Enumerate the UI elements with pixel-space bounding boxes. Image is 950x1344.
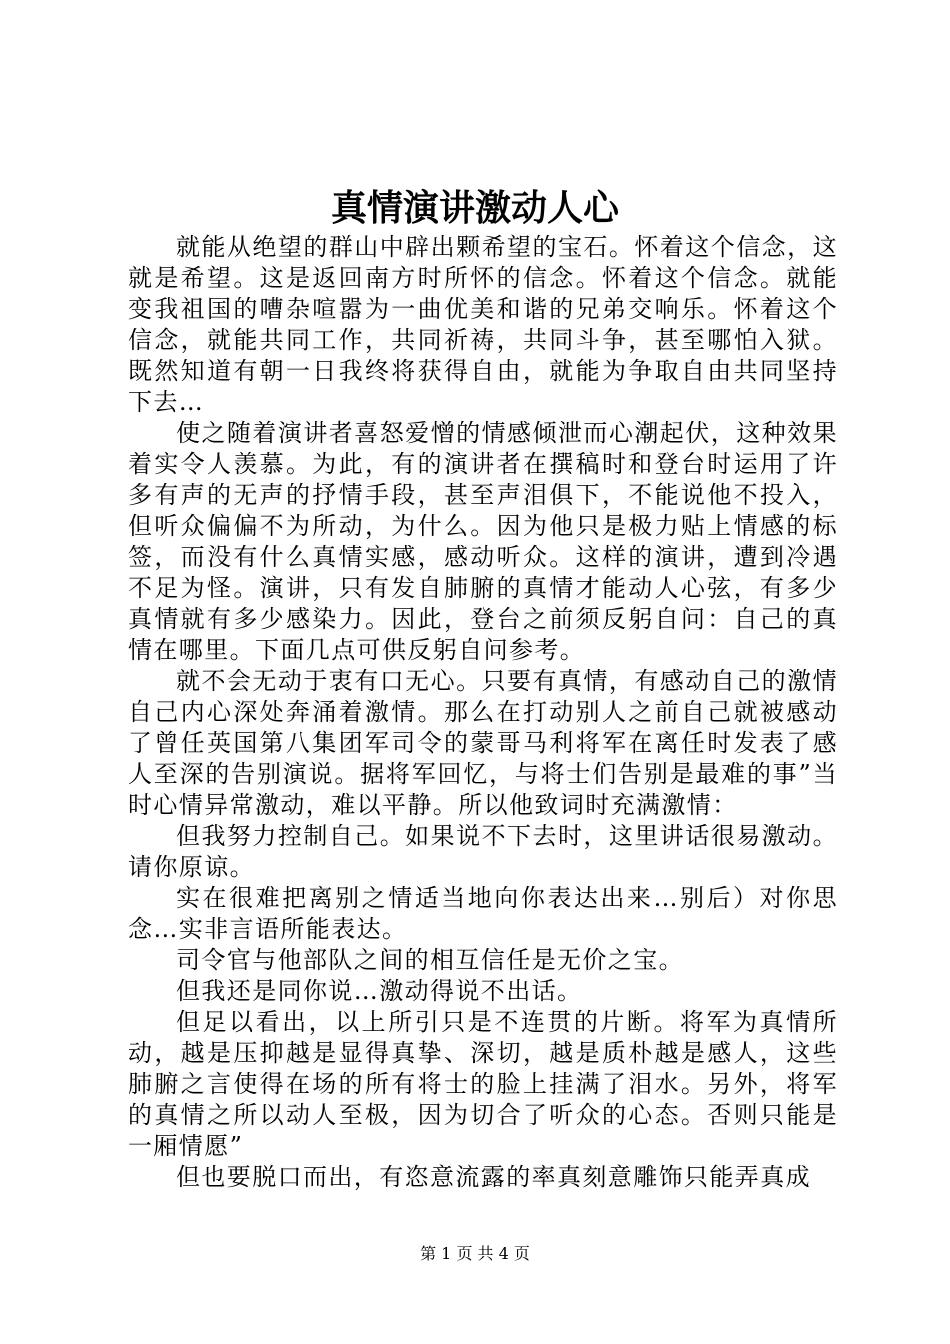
document-title: 真情演讲激动人心 <box>330 187 619 229</box>
paragraph: 实在很难把离别之情适当地向你表达出来…别后）对你思念…实非言语所能表达。 <box>128 884 838 943</box>
paragraph: 使之随着演讲者喜怒爱憎的情感倾泄而心潮起伏，这种效果着实令人羡慕。为此，有的演讲者在撰稿时和登台时运用了许多有声的无声的抒情手段，甚至声泪俱下，不能说他不投入，但听众偏偏不为所动，为什么。因为他只是极力贴上情感的标签，而没有什么真情实感，感动听众。这样的演讲，遭到冷遇不足为怪。演讲，只有发自肺腑的真情才能动人心弦，有多少真情就有多少感染力。因此，登台之前须反躬自问：自己的真情在哪里。下面几点可供反躬自问参考。 <box>128 419 838 664</box>
paragraph: 但我还是同你说…激动得说不出话。 <box>176 977 583 1005</box>
document-body <box>128 232 838 1193</box>
paragraph: 但我努力控制自己。如果说不下去时，这里讲话很易激动。请你原谅。 <box>128 822 838 881</box>
paragraph: 但也要脱口而出，有恣意流露的率真刻意雕饰只能弄真成 <box>176 1163 811 1191</box>
paragraph: 就能从绝望的群山中辟出颗希望的宝石。怀着这个信念，这就是希望。这是返回南方时所怀的信念。怀着这个信念。就能变我祖国的嘈杂喧嚣为一曲优美和谐的兄弟交响乐。怀着这个信念，就能共同工作，共同祈祷，共同斗争，甚至哪怕入狱。既然知道有朝一日我终将获得自由，就能为争取自由共同坚持下去… <box>128 233 838 416</box>
paragraph: 司令官与他部队之间的相互信任是无价之宝。 <box>176 946 684 974</box>
paragraph: 但足以看出，以上所引只是不连贯的片断。将军为真情所动，越是压抑越是显得真挚、深切，越是质朴越是感人，这些肺腑之言使得在场的所有将士的脸上挂满了泪水。另外，将军的真情之所以动人至极，因为切合了听众的心态。否则只能是一厢情愿” <box>128 1008 838 1160</box>
page-footer: 第 1 页 共 4 页 <box>420 1244 530 1263</box>
paragraph: 就不会无动于衷有口无心。只要有真情，有感动自己的激情自己内心深处奔涌着激情。那么在打动别人之前自己就被感动了曾任英国第八集团军司令的蒙哥马利将军在离任时发表了感人至深的告别演说。据将军回忆，与将士们告别是最难的事”当时心情异常激动，难以平静。所以他致词时充满激情： <box>128 667 838 819</box>
